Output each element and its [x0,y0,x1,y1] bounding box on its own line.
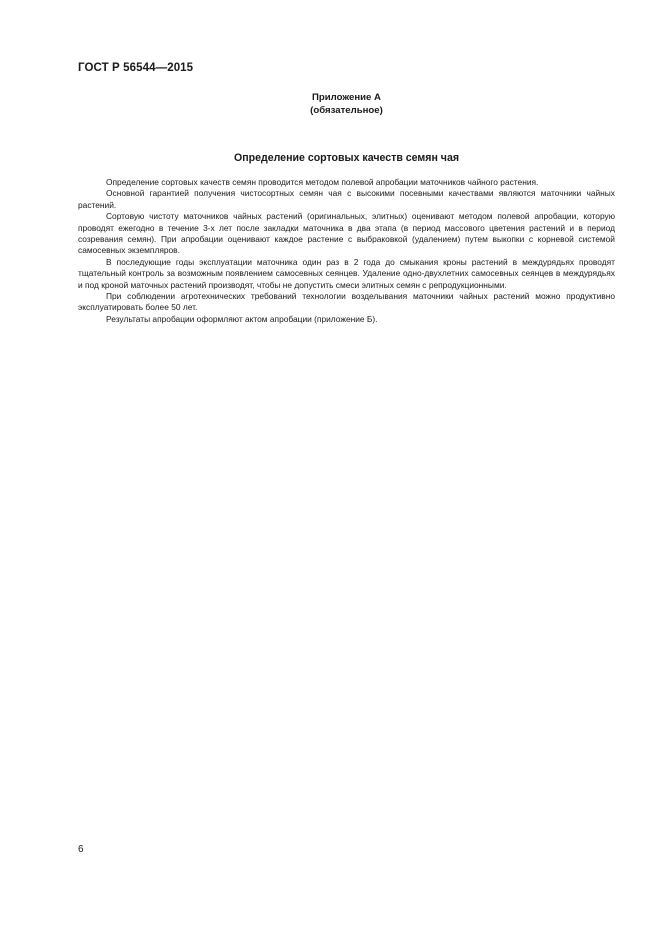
paragraph: В последующие годы эксплуатации маточника один раз в 2 года до смыкания кроны растений в междурядьях проводят тщательный контроль за возможным появлением самосевных сеянцев. Удаление одно-двухлетних самосевных сеянцев в междурядьях и под кроной маточных растений производят, чтобы не допустить смеси элитных семян с репродукционными. [78,256,615,290]
appendix-title: Приложение А [312,92,381,103]
appendix-heading [78,92,615,117]
appendix-status: (обязательное) [310,104,383,116]
standard-designation: ГОСТ Р 56544—2015 [78,62,194,74]
section-title: Определение сортовых качеств семян чая [233,152,460,164]
paragraph: Сортовую чистоту маточников чайных растений (оригинальных, элитных) оценивают методом полевой апробации, которую проводят ежегодно в течение 3-х лет после закладки маточника в два этапа (в период массового цветения растений и в период созревания семян). При апробации оценивают каждое растение с выбраковкой (удалением) путем выкопки с корневой системой самосевных экземпляров. [78,211,615,256]
paragraph: Определение сортовых качеств семян проводится методом полевой апробации маточников чайного растения. [106,177,539,187]
paragraph: Результаты апробации оформляют актом апробации (приложение Б). [106,313,378,324]
page-number: 6 [78,844,84,855]
paragraph: Основной гарантией получения чистосортных семян чая с высокими посевными качествами являются маточники чайных растений. [78,188,615,210]
paragraph: При соблюдении агротехнических требований технологии возделывания маточники чайных растений можно продуктивно эксплуатировать более 50 лет. [78,291,615,313]
body-text [78,177,615,325]
